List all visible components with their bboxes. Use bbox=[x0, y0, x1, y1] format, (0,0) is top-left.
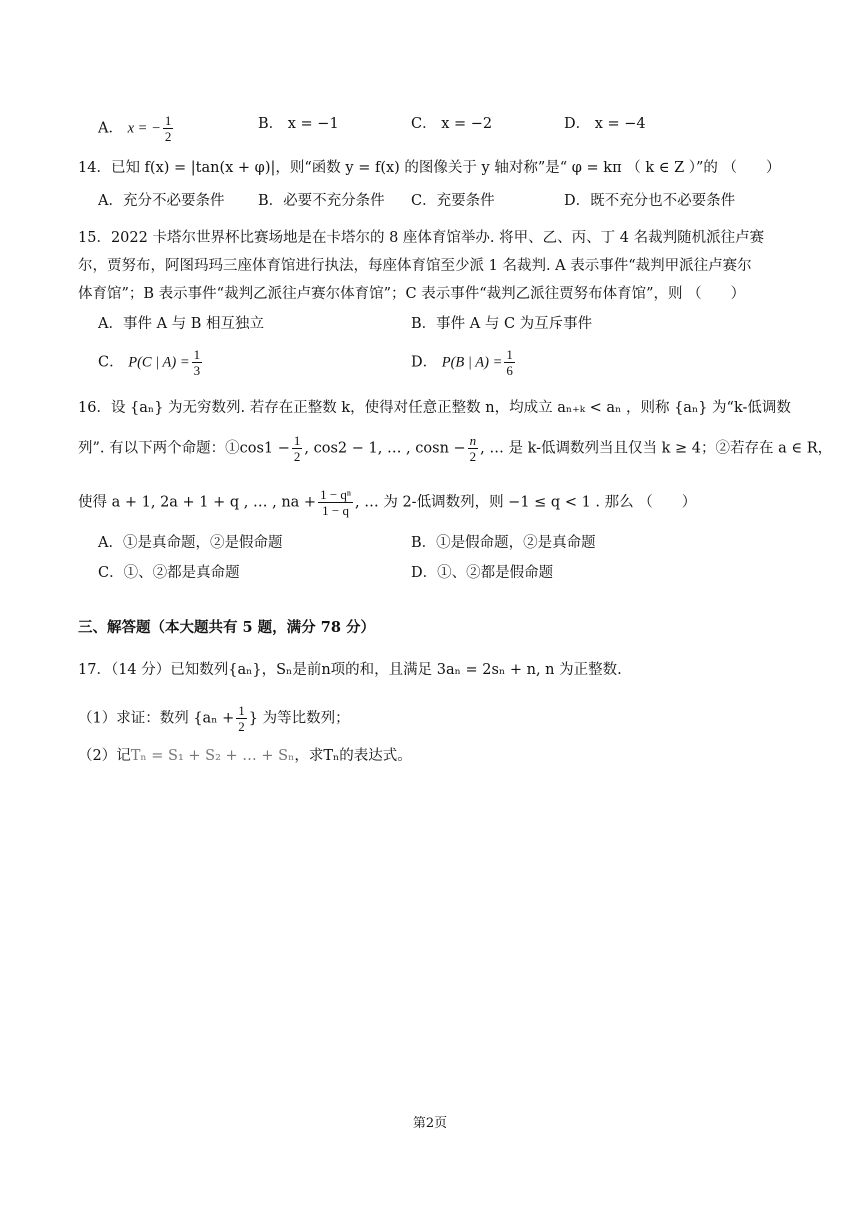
option-label: C． bbox=[98, 354, 124, 371]
q13-option-d: D． x = −4 bbox=[564, 116, 646, 132]
section-heading: 三、解答题（本大题共有 5 题，满分 78 分） bbox=[78, 619, 375, 636]
text-segment: （2）记 bbox=[78, 748, 131, 764]
q17-stem: 17．（14 分）已知数列{aₙ}，Sₙ是前n项的和，且满足 3aₙ = 2sₙ + n, n 为正整数. bbox=[78, 662, 622, 678]
text-segment: ，求Tₙ的表达式。 bbox=[294, 748, 412, 764]
numerator: 1 bbox=[506, 347, 513, 362]
denominator: 2 bbox=[293, 449, 301, 464]
q16-stem-line1: 16．设 {aₙ} 为无穷数列. 若存在正整数 k，使得对任意正整数 n，均成立 aₙ₊ₖ < aₙ ，则称 {aₙ} 为“k-低调数 bbox=[78, 400, 791, 416]
q15-stem-line3: 体育馆”；B 表示事件“裁判乙派往卢赛尔体育馆”；C 表示事件“裁判乙派往贾努布体育馆”，则 （ ） bbox=[78, 286, 746, 302]
q16-option-c: C．①、②都是真命题 bbox=[98, 565, 240, 581]
denominator: 3 bbox=[193, 363, 201, 378]
q14-stem: 14．已知 f(x) = |tan(x + φ)|，则“函数 y = f(x) 的图像关于 y 轴对称”是“ φ = kπ （ k ∈ Z ）”的 （ ） bbox=[78, 160, 781, 176]
q16-option-d: D．①、②都是假命题 bbox=[411, 565, 554, 581]
q13-option-b: B． x = −1 bbox=[258, 116, 339, 132]
denominator: 6 bbox=[506, 363, 513, 378]
q15-stem-line2: 尔，贾努布，阿图玛玛三座体育馆进行执法，每座体育馆至少派 1 名裁判. A 表示事件“裁判甲派往卢赛尔 bbox=[78, 258, 752, 274]
numerator: n bbox=[469, 433, 477, 448]
numerator: 1 bbox=[164, 113, 172, 128]
option-label: A． bbox=[98, 120, 123, 137]
numerator: 1 bbox=[293, 433, 301, 448]
text-segment: , … 是 k-低调数列当且仅当 k ≥ 4；②若存在 a ∈ R， bbox=[480, 440, 833, 457]
denominator: 2 bbox=[238, 719, 245, 734]
numerator: 1 − qⁿ bbox=[320, 487, 352, 502]
option-expr: x = − bbox=[127, 120, 161, 137]
fraction bbox=[292, 434, 303, 463]
q16-option-b: B．①是假命题，②是真命题 bbox=[411, 535, 596, 551]
q13-option-c: C． x = −2 bbox=[411, 116, 493, 132]
q16-stem-line3 bbox=[78, 488, 696, 517]
denominator: 2 bbox=[469, 449, 477, 464]
q16-stem-line2 bbox=[78, 434, 832, 463]
q16-option-a: A．①是真命题，②是假命题 bbox=[98, 535, 283, 551]
option-label: D． bbox=[411, 354, 438, 371]
text-segment: 列”. 有以下两个命题：①cos1 − bbox=[78, 440, 290, 457]
q17-part1 bbox=[78, 704, 350, 733]
fraction bbox=[318, 488, 353, 517]
q14-option-d: D．既不充分也不必要条件 bbox=[564, 193, 736, 209]
numerator: 1 bbox=[193, 347, 201, 362]
fraction bbox=[236, 704, 247, 733]
sum-formula: Tₙ = S₁ + S₂ + … + Sₙ bbox=[130, 748, 295, 764]
option-expr: P(C | A) = bbox=[128, 354, 190, 371]
text-segment: 使得 a + 1, 2a + 1 + q , … , na + bbox=[78, 494, 317, 511]
q15-option-a: A．事件 A 与 B 相互独立 bbox=[98, 316, 265, 332]
denominator: 1 − q bbox=[322, 503, 349, 518]
fraction bbox=[504, 348, 515, 377]
q15-option-c bbox=[98, 348, 204, 377]
q15-option-b: B．事件 A 与 C 为互斥事件 bbox=[411, 316, 593, 332]
denominator: 2 bbox=[164, 129, 172, 144]
q14-option-b: B．必要不充分条件 bbox=[258, 193, 385, 209]
text-segment: , … 为 2-低调数列，则 −1 ≤ q < 1 . 那么 （ ） bbox=[355, 494, 697, 511]
text-segment: } 为等比数列； bbox=[248, 710, 350, 727]
page-number: 第2页 bbox=[412, 1116, 448, 1131]
q15-stem-line1: 15．2022 卡塔尔世界杯比赛场地是在卡塔尔的 8 座体育馆举办. 将甲、乙、丙、丁 4 名裁判随机派往卢赛 bbox=[78, 230, 765, 246]
q14-option-c: C．充要条件 bbox=[411, 193, 495, 209]
text-segment: （1）求证：数列 {aₙ + bbox=[78, 710, 235, 727]
fraction bbox=[192, 348, 203, 377]
option-expr: P(B | A) = bbox=[441, 354, 503, 371]
q15-option-d bbox=[411, 348, 517, 377]
fraction bbox=[468, 434, 479, 463]
q17-part2 bbox=[78, 746, 412, 766]
q13-option-a bbox=[98, 114, 175, 143]
text-segment: , cos2 − 1, … , cosn − bbox=[304, 440, 466, 457]
fraction bbox=[163, 114, 174, 143]
numerator: 1 bbox=[238, 703, 245, 718]
q14-option-a: A．充分不必要条件 bbox=[98, 193, 225, 209]
